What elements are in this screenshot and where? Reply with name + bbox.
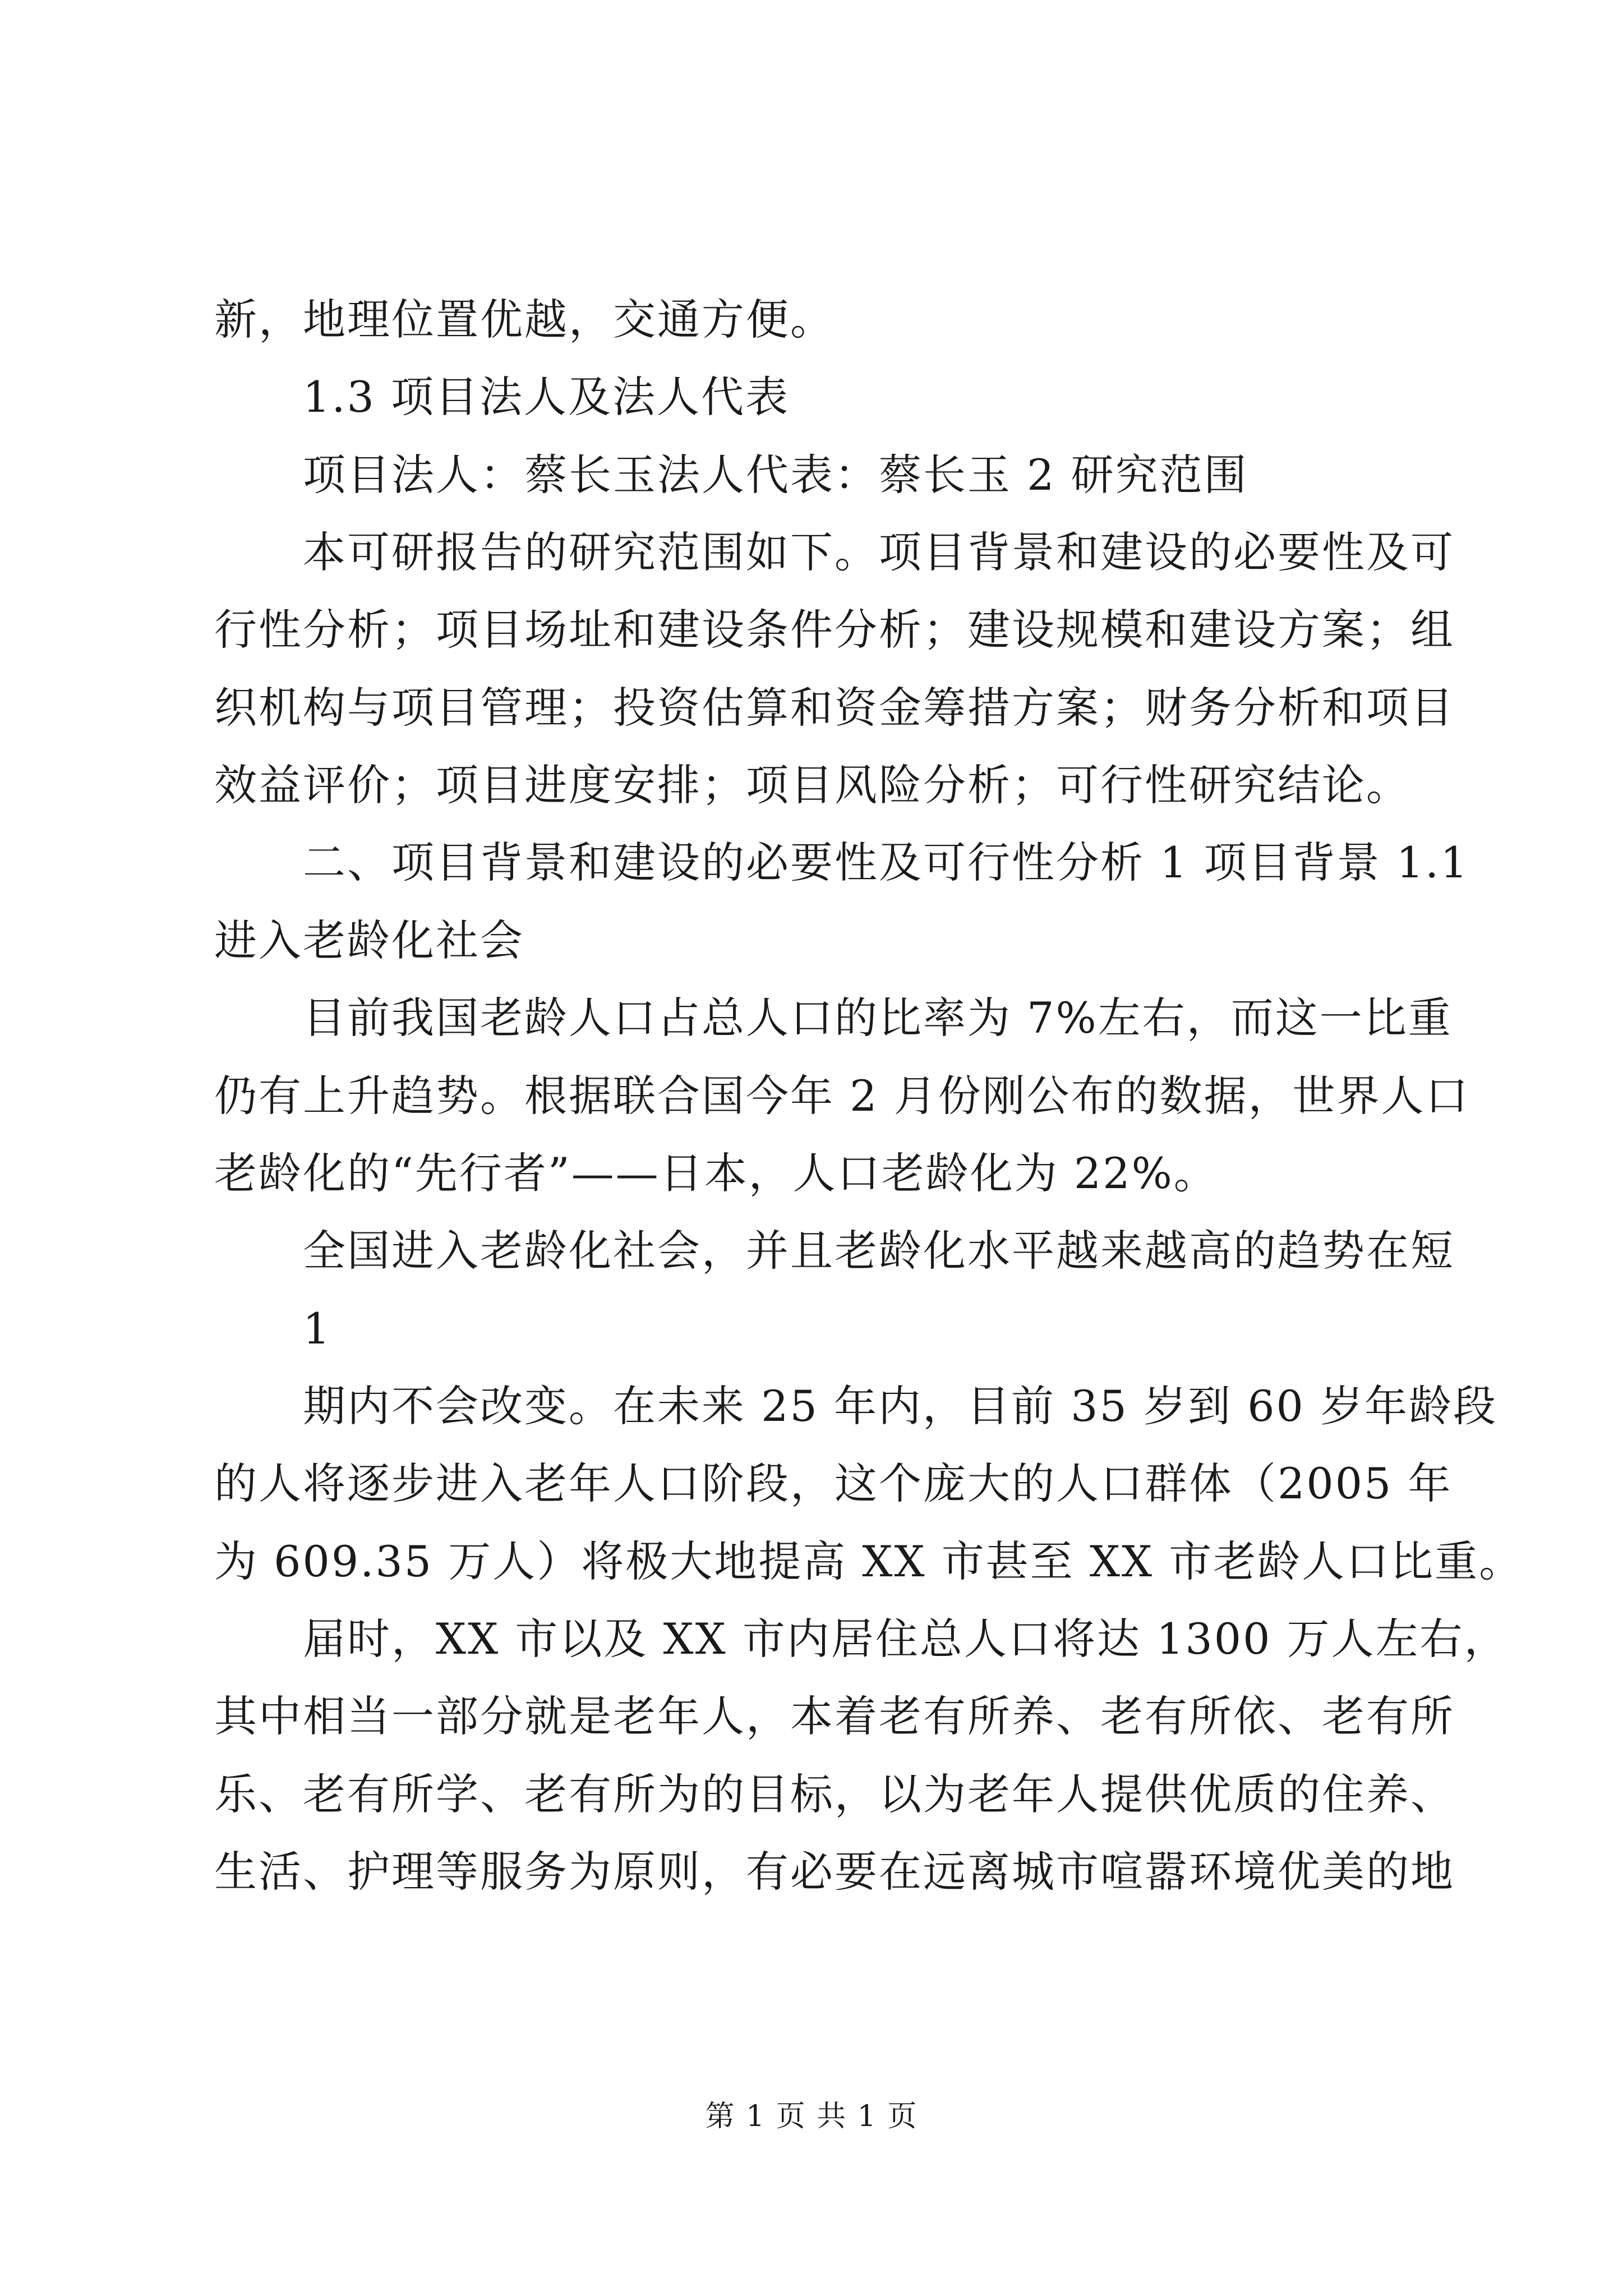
body-line: 行性分析；项目场址和建设条件分析；建设规模和建设方案；组 — [214, 605, 1455, 655]
body-line: 新，地理位置优越，交通方便。 — [214, 295, 834, 344]
body-line: 项目法人：蔡长玉法人代表：蔡长玉 2 研究范围 — [303, 450, 1248, 500]
body-line: 期内不会改变。在未来 25 年内，目前 35 岁到 60 岁年龄段 — [303, 1381, 1498, 1431]
body-line: 仍有上升趋势。根据联合国今年 2 月份刚公布的数据，世界人口 — [214, 1071, 1470, 1121]
body-line: 本可研报告的研究范围如下。项目背景和建设的必要性及可 — [303, 527, 1455, 577]
body-line: 效益评价；项目进度安排；项目风险分析；可行性研究结论。 — [214, 760, 1410, 810]
body-line: 届时，XX 市以及 XX 市内居住总人口将达 1300 万人左右， — [303, 1614, 1509, 1664]
body-line: 全国进入老龄化社会，并且老龄化水平越来越高的趋势在短 — [303, 1226, 1455, 1276]
page-footer: 第 1 页 共 1 页 — [705, 2100, 918, 2133]
body-line: 的人将逐步进入老年人口阶段，这个庞大的人口群体（2005 年 — [214, 1458, 1453, 1508]
body-line: 二、项目背景和建设的必要性及可行性分析 1 项目背景 1.1 — [303, 838, 1469, 887]
body-line: 生活、护理等服务为原则，有必要在远离城市喧嚣环境优美的地 — [214, 1847, 1455, 1897]
page-break-marker: 1 — [303, 1304, 332, 1354]
body-line: 其中相当一部分就是老年人，本着老有所养、老有所依、老有所 — [214, 1691, 1455, 1741]
body-line: 为 609.35 万人）将极大地提高 XX 市甚至 XX 市老龄人口比重。 — [214, 1536, 1524, 1586]
section-heading: 1.3 项目法人及法人代表 — [303, 372, 790, 422]
body-line: 织机构与项目管理；投资估算和资金筹措方案；财务分析和项目 — [214, 683, 1455, 733]
body-line: 目前我国老龄人口占总人口的比率为 7%左右，而这一比重 — [303, 993, 1453, 1043]
body-line: 进入老龄化社会 — [214, 915, 524, 965]
body-line: 老龄化的“先行者”——日本，人口老龄化为 22%。 — [214, 1148, 1218, 1198]
body-line: 乐、老有所学、老有所为的目标，以为老年人提供优质的住养、 — [214, 1769, 1455, 1819]
